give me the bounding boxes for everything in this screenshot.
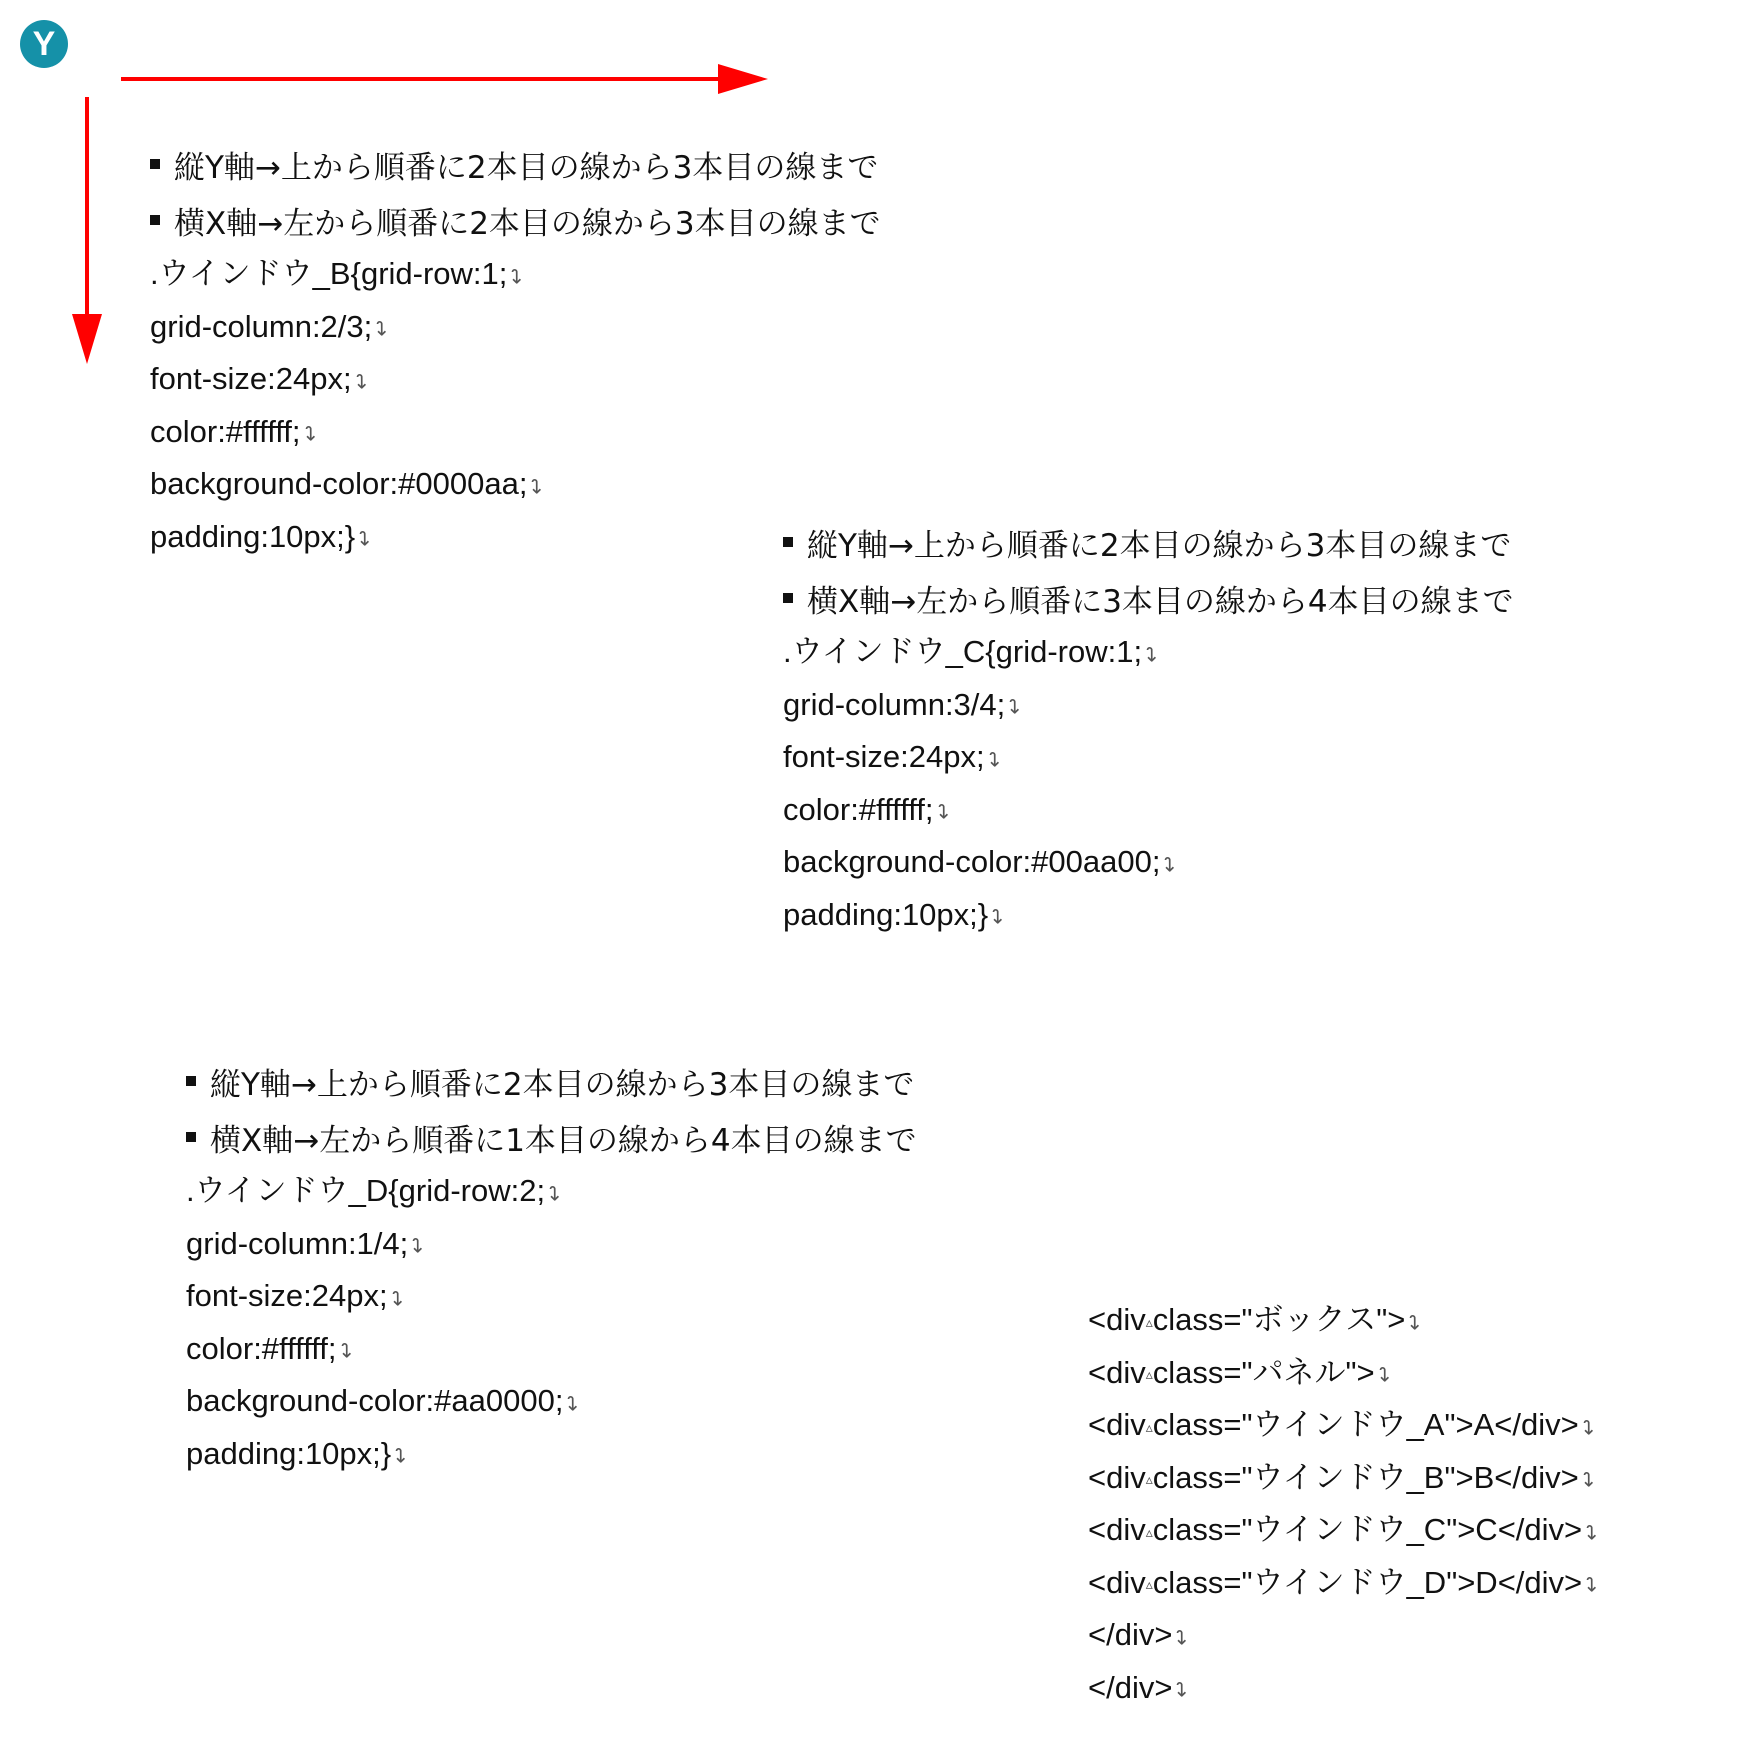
return-mark-icon: ↩ — [350, 372, 373, 390]
code-line: font-size:24px;↩ — [186, 1270, 917, 1323]
css-block-d — [186, 1053, 917, 1480]
return-mark-icon: ↩ — [544, 1184, 567, 1202]
return-mark-icon: ↩ — [1171, 1680, 1194, 1698]
css-block-c — [783, 514, 1514, 941]
code-line: color:#ffffff;↩ — [150, 406, 881, 459]
bullet-square-icon — [783, 593, 793, 603]
bullet-y-axis: 縦Y軸→上から順番に2本目の線から3本目の線まで — [186, 1053, 917, 1109]
code-line: grid-column:1/4;↩ — [186, 1218, 917, 1271]
code-line: <div▵class="ウインドウ_A">A</div>↩ — [1088, 1399, 1601, 1452]
return-mark-icon: ↩ — [1581, 1523, 1604, 1541]
return-mark-icon: ↩ — [1171, 1628, 1194, 1646]
code-line: color:#ffffff;↩ — [783, 784, 1514, 837]
space-mark-icon: ▵ — [1145, 1576, 1153, 1593]
bullet-x-axis: 横X軸→左から順番に2本目の線から3本目の線まで — [150, 192, 881, 248]
return-mark-icon: ↩ — [983, 750, 1006, 768]
return-mark-icon: ↩ — [1577, 1470, 1600, 1488]
space-mark-icon: ▵ — [1145, 1523, 1153, 1540]
css-block-b — [150, 136, 881, 563]
code-line: .ウインドウ_B{grid-row:1;↩ — [150, 248, 881, 301]
return-mark-icon: ↩ — [1373, 1365, 1396, 1383]
return-mark-icon: ↩ — [407, 1236, 430, 1254]
return-mark-icon: ↩ — [354, 529, 377, 547]
code-line: background-color:#aa0000;↩ — [186, 1375, 917, 1428]
code-line: font-size:24px;↩ — [150, 353, 881, 406]
html-code-block — [1088, 1294, 1604, 1714]
bullet-square-icon — [150, 215, 160, 225]
space-mark-icon: ▵ — [1145, 1366, 1153, 1383]
return-mark-icon: ↩ — [506, 267, 529, 285]
bullet-y-axis: 縦Y軸→上から順番に2本目の線から3本目の線まで — [783, 514, 1514, 570]
x-axis-arrow-head — [718, 64, 768, 94]
return-mark-icon: ↩ — [1577, 1418, 1600, 1436]
code-line: padding:10px;}↩ — [186, 1428, 917, 1481]
return-mark-icon: ↩ — [390, 1446, 413, 1464]
code-line: grid-column:2/3;↩ — [150, 301, 881, 354]
code-line: padding:10px;}↩ — [150, 511, 881, 564]
return-mark-icon: ↩ — [1004, 697, 1027, 715]
code-line: .ウインドウ_C{grid-row:1;↩ — [783, 626, 1514, 679]
code-line: background-color:#00aa00;↩ — [783, 836, 1514, 889]
return-mark-icon: ↩ — [562, 1394, 585, 1412]
code-line: grid-column:3/4;↩ — [783, 679, 1514, 732]
bullet-square-icon — [186, 1132, 196, 1142]
return-mark-icon: ↩ — [386, 1289, 409, 1307]
code-line: <div▵class="ウインドウ_B">B</div>↩ — [1088, 1452, 1601, 1505]
space-mark-icon: ▵ — [1145, 1471, 1153, 1488]
logo-badge: Y — [20, 20, 68, 68]
code-line: <div▵class="ボックス">↩ — [1088, 1294, 1601, 1347]
return-mark-icon: ↩ — [1159, 855, 1182, 873]
bullet-square-icon — [150, 159, 160, 169]
y-axis-arrow-head — [72, 314, 102, 364]
return-mark-icon: ↩ — [1404, 1313, 1427, 1331]
return-mark-icon: ↩ — [526, 477, 549, 495]
bullet-square-icon — [186, 1076, 196, 1086]
bullet-x-axis: 横X軸→左から順番に1本目の線から4本目の線まで — [186, 1109, 917, 1165]
code-line: </div>↩ — [1088, 1662, 1601, 1715]
space-mark-icon: ▵ — [1145, 1418, 1153, 1435]
return-mark-icon: ↩ — [1581, 1575, 1604, 1593]
code-line: </div>↩ — [1088, 1609, 1601, 1662]
code-line: font-size:24px;↩ — [783, 731, 1514, 784]
bullet-square-icon — [783, 537, 793, 547]
return-mark-icon: ↩ — [1141, 645, 1164, 663]
code-line: background-color:#0000aa;↩ — [150, 458, 881, 511]
bullet-x-axis: 横X軸→左から順番に3本目の線から4本目の線まで — [783, 570, 1514, 626]
return-mark-icon: ↩ — [299, 424, 322, 442]
code-line: <div▵class="パネル">↩ — [1088, 1347, 1601, 1400]
return-mark-icon: ↩ — [987, 907, 1010, 925]
return-mark-icon: ↩ — [932, 802, 955, 820]
code-line: <div▵class="ウインドウ_C">C</div>↩ — [1088, 1504, 1601, 1557]
space-mark-icon: ▵ — [1145, 1313, 1153, 1330]
return-mark-icon: ↩ — [335, 1341, 358, 1359]
code-line: .ウインドウ_D{grid-row:2;↩ — [186, 1165, 917, 1218]
bullet-y-axis: 縦Y軸→上から順番に2本目の線から3本目の線まで — [150, 136, 881, 192]
code-line: <div▵class="ウインドウ_D">D</div>↩ — [1088, 1557, 1601, 1610]
code-line: color:#ffffff;↩ — [186, 1323, 917, 1376]
code-line: padding:10px;}↩ — [783, 889, 1514, 942]
return-mark-icon: ↩ — [371, 319, 394, 337]
